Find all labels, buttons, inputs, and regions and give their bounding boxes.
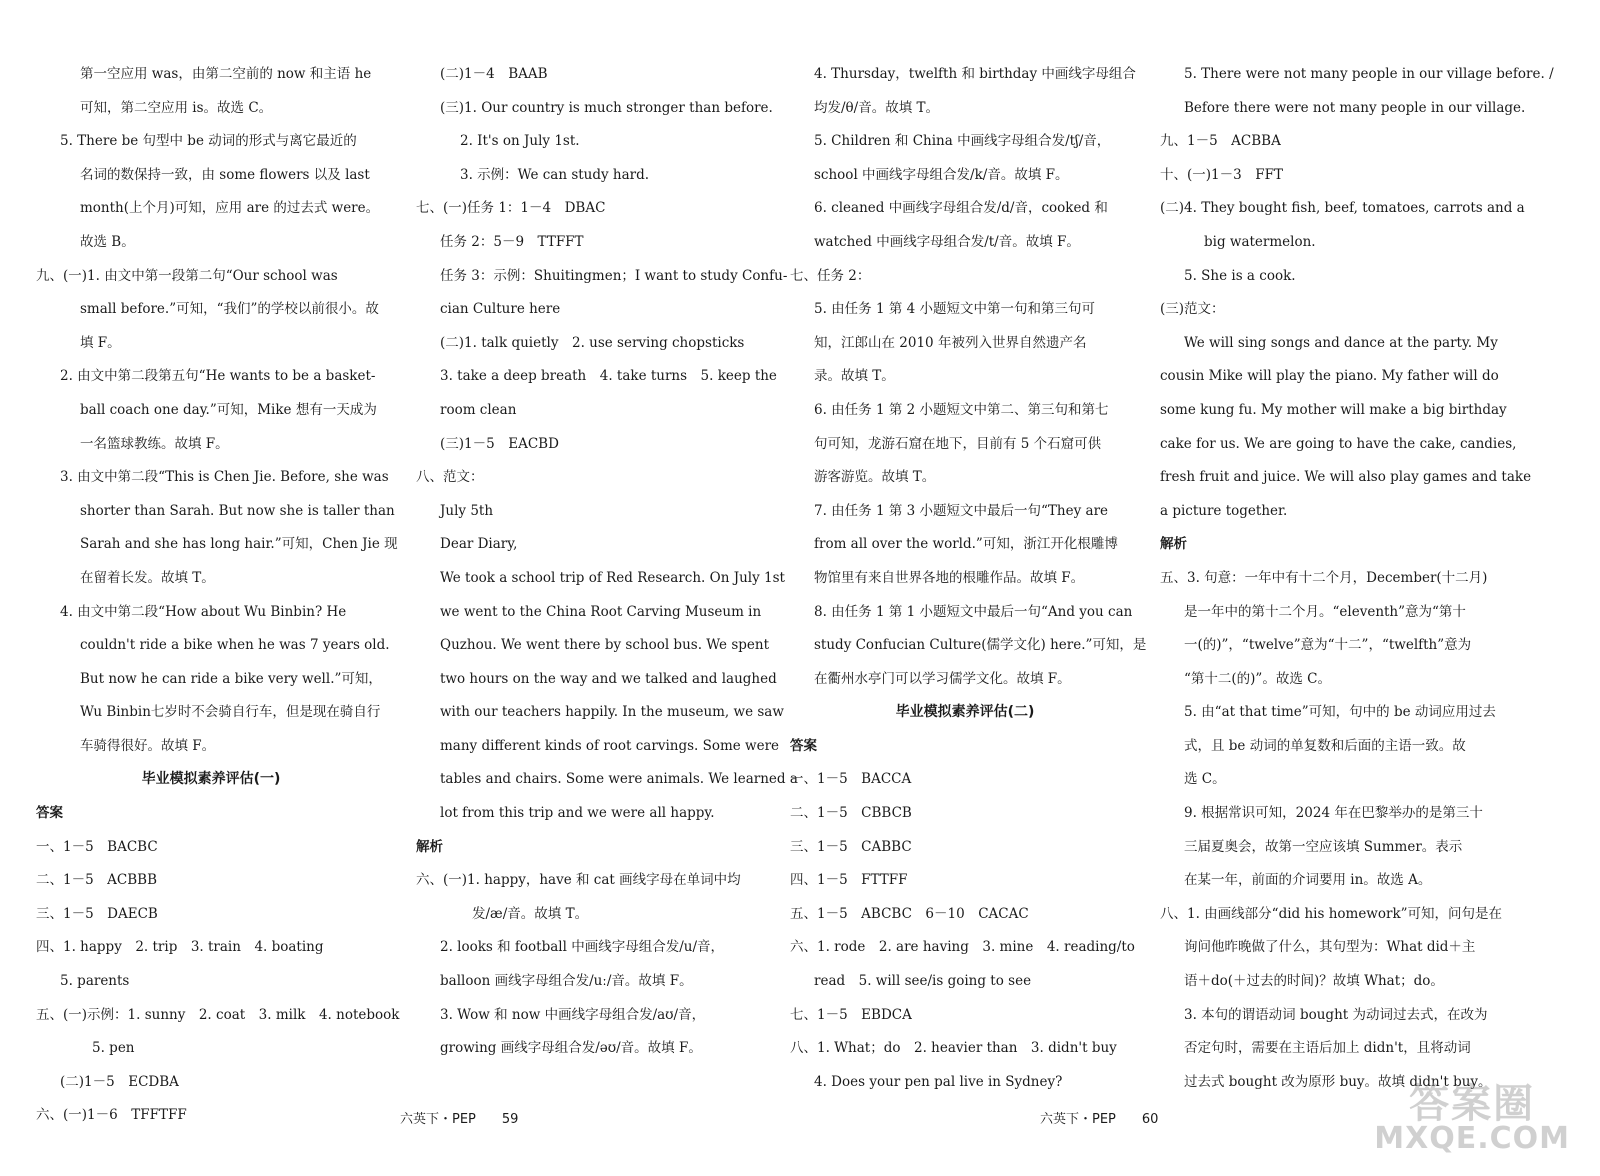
text-line: 七、任务 2： — [790, 267, 871, 284]
text-line: 八、1. 由画线部分“did his homework”可知，问句是在 — [1160, 905, 1503, 922]
text-line: 5. pen — [92, 1040, 135, 1057]
text-line: 五、1－5 ABCBC 6－10 CACAC — [790, 905, 1029, 922]
section-heading: 答案 — [790, 737, 817, 754]
text-line: 名词的数保持一致，由 some flowers 以及 last — [80, 166, 370, 183]
text-line: 九、1－5 ACBBA — [1160, 133, 1281, 150]
text-line: 故选 B。 — [80, 233, 135, 250]
text-line: 填 F。 — [80, 334, 121, 351]
text-line: 任务 2：5－9 TTFFT — [440, 233, 584, 250]
watermark-logo — [1374, 1081, 1570, 1156]
watermark-bottom: MXQE.COM — [1374, 1121, 1570, 1156]
text-line: 句可知，龙游石窟在地下，目前有 5 个石窟可供 — [814, 435, 1102, 452]
text-line: many different kinds of root carvings. Some were — [440, 737, 780, 754]
text-line: 8. 由任务 1 第 1 小题短文中最后一句“And you can — [814, 603, 1133, 620]
text-line: read 5. will see/is going to see — [814, 973, 1032, 990]
text-line: 3. 示例：We can study hard. — [460, 166, 650, 183]
text-line: 在衢州水亭门可以学习儒学文化。故填 F。 — [814, 670, 1071, 687]
text-line: 八、1. What；do 2. heavier than 3. didn't buy — [790, 1040, 1117, 1057]
column-1 — [36, 58, 400, 1133]
text-line: Wu Binbin七岁时不会骑自行车，但是现在骑自行 — [80, 704, 381, 721]
column-4 — [1160, 58, 1554, 1099]
text-line: fresh fruit and juice. We will also play games and take — [1160, 469, 1532, 486]
text-line: 一名篮球教练。故填 F。 — [80, 435, 229, 452]
text-line: 6. 由任务 1 第 2 小题短文中第二、第三句和第七 — [814, 401, 1109, 418]
text-line: some kung fu. My mother will make a big birthday — [1160, 401, 1507, 418]
text-line: (二)4. They bought fish, beef, tomatoes, carrots and a — [1160, 200, 1525, 217]
text-line: 十、(一)1－3 FFT — [1160, 166, 1283, 183]
text-line: lot from this trip and we were all happy. — [440, 805, 715, 822]
text-line: 六、(一)1. happy，have 和 cat 画线字母在单词中均 — [416, 872, 741, 889]
section-heading: 答案 — [36, 805, 63, 822]
text-line: ball coach one day.”可知，Mike 想有一天成为 — [80, 401, 377, 418]
text-line: 一、1－5 BACCA — [790, 771, 912, 788]
text-line: (二)1－5 ECDBA — [60, 1073, 179, 1090]
text-line: balloon 画线字母组合发/uː/音。故填 F。 — [440, 973, 693, 990]
text-line: 3. 本句的谓语动词 bought 为动词过去式，在改为 — [1184, 1006, 1488, 1023]
text-line: school 中画线字母组合发/k/音。故填 F。 — [814, 166, 1069, 183]
text-line: 4. Does your pen pal live in Sydney? — [814, 1073, 1063, 1090]
text-line: 录。故填 T。 — [814, 368, 895, 385]
text-line: we went to the China Root Carving Museum in — [440, 603, 762, 620]
text-line: 3. Wow 和 now 中画线字母组合发/aʊ/音， — [440, 1006, 706, 1023]
text-line: 5. There were not many people in our village before. / — [1184, 66, 1554, 82]
text-line: shorter than Sarah. But now she is taller than — [80, 502, 395, 519]
text-line: 9. 根据常识可知，2024 年在巴黎举办的是第三十 — [1184, 805, 1483, 822]
text-line: 5. There be 句型中 be 动词的形式与离它最近的 — [60, 133, 357, 150]
text-line: (三)范文： — [1160, 301, 1225, 318]
text-line: 一(的)”，“twelve”意为“十二”，“twelfth”意为 — [1184, 637, 1472, 654]
column-2 — [416, 58, 798, 1066]
text-line: (二)1－4 BAAB — [440, 66, 548, 82]
text-line: 二、1－5 CBBCB — [790, 805, 912, 822]
text-line: “第十二(的)”。故选 C。 — [1184, 670, 1331, 687]
text-line: 4. Thursday，twelfth 和 birthday 中画线字母组合 — [814, 66, 1136, 82]
text-line: 3. take a deep breath 4. take turns 5. keep the — [440, 368, 777, 385]
text-line: tables and chairs. Some were animals. We learned a — [440, 771, 798, 788]
text-line: 二、1－5 ACBBB — [36, 872, 158, 889]
text-line: 否定句时，需要在主语后加上 didn't，且将动词 — [1184, 1040, 1471, 1057]
column-3 — [790, 58, 1147, 1099]
text-line: 四、1. happy 2. trip 3. train 4. boating — [36, 939, 324, 956]
text-line: 八、范文： — [416, 469, 484, 486]
text-line: 式，且 be 动词的单复数和后面的主语一致。故 — [1184, 737, 1466, 754]
text-line: 一、1－5 BACBC — [36, 838, 158, 855]
text-line: 5. Children 和 China 中画线字母组合发/tʃ/音， — [814, 133, 1111, 150]
text-line: 在某一年，前面的介词要用 in。故选 A。 — [1184, 872, 1432, 889]
text-line: 第一空应用 was，由第二空前的 now 和主语 he — [80, 66, 372, 82]
text-line: 七、1－5 EBDCA — [790, 1006, 912, 1023]
text-line: 7. 由任务 1 第 3 小题短文中最后一句“They are — [814, 502, 1109, 519]
text-line: 5. 由“at that time”可知，句中的 be 动词应用过去 — [1184, 704, 1496, 721]
text-line: We took a school trip of Red Research. On July 1st — [440, 569, 785, 586]
text-line: watched 中画线字母组合发/t/音。故填 F。 — [814, 233, 1080, 250]
text-line: 2. 由文中第二段第五句“He wants to be a basket- — [60, 368, 376, 385]
text-line: 在留着长发。故填 T。 — [80, 569, 215, 586]
text-line: big watermelon. — [1204, 233, 1316, 250]
text-line: 五、(一)示例：1. sunny 2. coat 3. milk 4. notebook — [36, 1006, 400, 1023]
text-line: But now he can ride a bike very well.”可知， — [80, 670, 382, 687]
text-line: month(上个月)可知，应用 are 的过去式 were。 — [80, 200, 380, 217]
text-line: Dear Diary, — [440, 536, 518, 553]
text-line: 七、(一)任务 1：1－4 DBAC — [416, 200, 606, 217]
text-line: 任务 3：示例：Shuitingmen；I want to study Confu- — [440, 267, 788, 284]
text-line: from all over the world.”可知，浙江开化根雕博 — [814, 536, 1118, 553]
text-line: 过去式 bought 改为原形 buy。故填 didn't buy。 — [1184, 1073, 1492, 1090]
text-line: 3. 由文中第二段“This is Chen Jie. Before, she was — [60, 469, 389, 486]
text-line: couldn't ride a bike when he was 7 years old. — [80, 637, 390, 654]
text-line: 三、1－5 DAECB — [36, 905, 158, 922]
text-line: 5. parents — [60, 973, 130, 990]
text-line: 询问他昨晚做了什么，其句型为：What did＋主 — [1184, 939, 1476, 956]
text-line: Before there were not many people in our village. — [1184, 99, 1526, 116]
text-line: 2. It's on July 1st. — [460, 133, 580, 150]
text-line: 5. 由任务 1 第 4 小题短文中第一句和第三句可 — [814, 301, 1096, 318]
text-line: 三届夏奥会，故第一空应该填 Summer。表示 — [1184, 838, 1463, 855]
text-line: 六、1. rode 2. are having 3. mine 4. reading/to — [790, 939, 1135, 956]
text-line: 物馆里有来自世界各地的根雕作品。故填 F。 — [814, 569, 1085, 586]
text-line: 5. She is a cook. — [1184, 267, 1296, 284]
text-line: 2. looks 和 football 中画线字母组合发/u/音， — [440, 939, 725, 956]
text-line: with our teachers happily. In the museum, we saw — [440, 704, 784, 721]
section-title: 毕业模拟素养评估(一) — [141, 771, 281, 788]
text-line: 九、(一)1. 由文中第一段第二句“Our school was — [36, 267, 338, 284]
text-line: 语＋do(＋过去的时间)？故填 What；do。 — [1184, 973, 1444, 990]
text-line: (三)1. Our country is much stronger than before. — [440, 99, 773, 116]
text-line: small before.”可知，“我们”的学校以前很小。故 — [80, 301, 379, 318]
page-footer-right: 六英下・PEP 60 — [1040, 1112, 1159, 1127]
watermark-top: 答案圈 — [1409, 1081, 1536, 1127]
section-title: 毕业模拟素养评估(二) — [895, 704, 1035, 721]
text-line: growing 画线字母组合发/əʊ/音。故填 F。 — [440, 1040, 702, 1057]
text-line: room clean — [440, 401, 517, 418]
text-line: July 5th — [440, 502, 494, 519]
text-line: (三)1－5 EACBD — [440, 435, 559, 452]
text-line: 6. cleaned 中画线字母组合发/d/音，cooked 和 — [814, 200, 1108, 217]
text-line: 知，江郎山在 2010 年被列入世界自然遗产名 — [814, 334, 1087, 351]
text-line: Sarah and she has long hair.”可知，Chen Jie 现 — [80, 536, 398, 553]
section-heading: 解析 — [1160, 536, 1187, 553]
text-line: 三、1－5 CABBC — [790, 838, 912, 855]
text-line: a picture together. — [1160, 502, 1288, 519]
page-footer-left: 六英下・PEP 59 — [400, 1112, 519, 1127]
text-line: 发/æ/音。故填 T。 — [472, 905, 589, 922]
text-line: 游客游览。故填 T。 — [814, 469, 936, 486]
text-line: 可知，第二空应用 is。故选 C。 — [80, 99, 273, 116]
section-heading: 解析 — [416, 838, 443, 855]
text-line: 六、(一)1－6 TFFTFF — [36, 1107, 187, 1124]
text-line: We will sing songs and dance at the party. My — [1184, 334, 1498, 351]
text-line: study Confucian Culture(儒学文化) here.”可知，是 — [814, 637, 1147, 654]
text-line: 4. 由文中第二段“How about Wu Binbin? He — [60, 603, 347, 620]
text-line: cake for us. We are going to have the cake, candies, — [1160, 435, 1517, 452]
text-line: Quzhou. We went there by school bus. We spent — [440, 637, 770, 654]
text-line: (二)1. talk quietly 2. use serving chopsticks — [440, 334, 745, 351]
text-line: two hours on the way and we talked and laughed — [440, 670, 777, 687]
text-line: cousin Mike will play the piano. My father will do — [1160, 368, 1499, 385]
text-line: 是一年中的第十二个月。“eleventh”意为“第十 — [1184, 603, 1466, 620]
text-line: cian Culture here — [440, 301, 561, 318]
text-line: 车骑得很好。故填 F。 — [80, 737, 216, 754]
text-line: 均发/θ/音。故填 T。 — [814, 99, 940, 116]
text-line: 选 C。 — [1184, 771, 1226, 788]
text-line: 五、3. 句意：一年中有十二个月，December(十二月) — [1160, 569, 1488, 586]
text-line: 四、1－5 FTTFF — [790, 872, 908, 889]
